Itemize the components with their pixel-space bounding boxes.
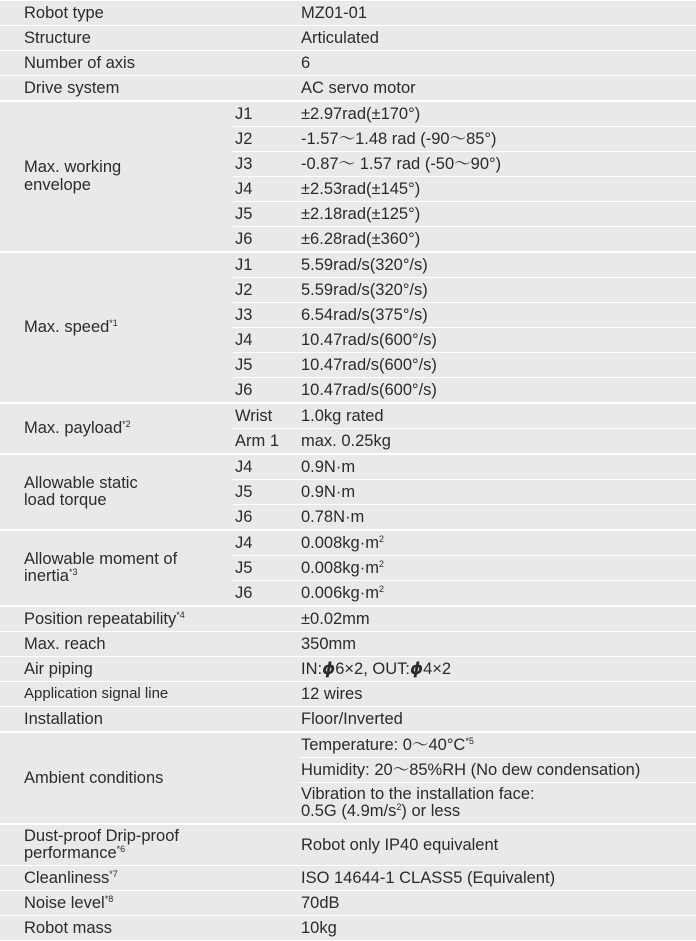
inertia-unit-sup: 2 xyxy=(378,558,384,569)
envelope-value: -0.87〜 1.57 rad (-50〜90°) xyxy=(299,152,696,177)
drive-system-value: AC servo motor xyxy=(299,76,696,102)
drive-system-label: Drive system xyxy=(0,76,299,102)
inertia-axis: J6 xyxy=(233,581,299,607)
speed-axis: J2 xyxy=(233,278,299,303)
air-piping-value: IN:𝟇6×2, OUT:𝟇4×2 xyxy=(299,657,696,682)
number-of-axis-value: 6 xyxy=(299,51,696,76)
row-noise-level xyxy=(0,891,696,916)
cleanliness-value: ISO 14644-1 CLASS5 (Equivalent) xyxy=(299,866,696,891)
ambient-vibration-cell xyxy=(299,783,696,825)
inertia-value: 0.006kg·m xyxy=(301,583,379,602)
dust-drip-label-cell xyxy=(0,824,299,866)
ambient-vibration-suffix: ) or less xyxy=(401,802,461,820)
inertia-value-cell xyxy=(299,556,696,581)
max-reach-value: 350mm xyxy=(299,632,696,657)
envelope-axis: J3 xyxy=(233,152,299,177)
row-robot-mass xyxy=(0,916,696,941)
payload-value: max. 0.25kg xyxy=(299,429,696,455)
ambient-vibration-line2 xyxy=(301,803,696,820)
ambient-humidity: Humidity: 20〜85%RH (No dew condensation) xyxy=(299,758,696,783)
installation-value: Floor/Inverted xyxy=(299,707,696,733)
speed-value: 5.59rad/s(320°/s) xyxy=(299,252,696,278)
cleanliness-label-cell xyxy=(0,866,299,891)
row-speed-j1 xyxy=(0,252,696,278)
number-of-axis-label: Number of axis xyxy=(0,51,299,76)
ambient-label: Ambient conditions xyxy=(0,732,299,824)
inertia-value-cell xyxy=(299,581,696,607)
speed-value: 6.54rad/s(375°/s) xyxy=(299,303,696,328)
speed-axis: J4 xyxy=(233,328,299,353)
static-load-torque-label: Allowable static load torque xyxy=(0,454,233,530)
dust-drip-label: Dust-proof Drip-proof performance xyxy=(24,826,179,862)
speed-axis: J1 xyxy=(233,252,299,278)
ambient-vibration-line1: Vibration to the installation face: xyxy=(301,784,535,803)
row-dust-drip xyxy=(0,824,696,866)
max-speed-note: *1 xyxy=(109,318,118,329)
speed-axis: J5 xyxy=(233,353,299,378)
envelope-value: ±2.18rad(±125°) xyxy=(299,202,696,227)
position-repeatability-label: Position repeatability xyxy=(24,609,177,628)
robot-mass-label: Robot mass xyxy=(0,916,299,941)
robot-mass-value: 10kg xyxy=(299,916,696,941)
inertia-unit-sup: 2 xyxy=(378,583,384,594)
speed-value: 10.47rad/s(600°/s) xyxy=(299,378,696,404)
payload-part: Arm 1 xyxy=(233,429,299,455)
envelope-value: ±2.53rad(±145°) xyxy=(299,177,696,202)
max-speed-label: Max. speed xyxy=(24,318,110,337)
torque-axis: J4 xyxy=(233,454,299,480)
structure-label: Structure xyxy=(0,26,299,51)
payload-part: Wrist xyxy=(233,403,299,429)
signal-line-value: 12 wires xyxy=(299,682,696,707)
row-max-reach xyxy=(0,632,696,657)
row-drive-system xyxy=(0,76,696,102)
position-repeatability-label-cell xyxy=(0,606,299,632)
dust-drip-note: *6 xyxy=(116,844,126,854)
envelope-value: ±6.28rad(±360°) xyxy=(299,227,696,253)
max-payload-note: *2 xyxy=(122,419,131,430)
torque-value: 0.9N·m xyxy=(299,454,696,480)
inertia-value: 0.008kg·m xyxy=(301,558,379,577)
row-payload-wrist xyxy=(0,403,696,429)
torque-value: 0.9N·m xyxy=(299,480,696,505)
installation-label: Installation xyxy=(0,707,299,733)
envelope-axis: J1 xyxy=(233,101,299,127)
ambient-temperature-note: *5 xyxy=(465,735,474,746)
max-payload-label-cell xyxy=(0,403,233,454)
row-position-repeatability xyxy=(0,606,696,632)
inertia-axis: J5 xyxy=(233,556,299,581)
moment-of-inertia-label-cell xyxy=(0,530,233,606)
row-installation xyxy=(0,707,696,733)
row-cleanliness xyxy=(0,866,696,891)
envelope-value: -1.57〜1.48 rad (-90〜85°) xyxy=(299,127,696,152)
max-reach-label: Max. reach xyxy=(0,632,299,657)
inertia-value-cell xyxy=(299,530,696,556)
inertia-value: 0.008kg·m xyxy=(301,533,379,552)
row-structure xyxy=(0,26,696,51)
torque-value: 0.78N·m xyxy=(299,505,696,531)
robot-type-value: MZ01-01 xyxy=(299,1,696,26)
envelope-axis: J2 xyxy=(233,127,299,152)
envelope-axis: J6 xyxy=(233,227,299,253)
structure-value: Articulated xyxy=(299,26,696,51)
noise-level-label-cell xyxy=(0,891,299,916)
speed-value: 5.59rad/s(320°/s) xyxy=(299,278,696,303)
signal-line-label: Application signal line xyxy=(0,682,299,707)
row-signal-line xyxy=(0,682,696,707)
max-payload-label: Max. payload xyxy=(24,419,123,438)
envelope-axis: J4 xyxy=(233,177,299,202)
cleanliness-label: Cleanliness xyxy=(24,868,110,887)
dust-drip-value: Robot only IP40 equivalent xyxy=(299,824,696,866)
row-number-of-axis xyxy=(0,51,696,76)
row-envelope-j1 xyxy=(0,101,696,127)
speed-value: 10.47rad/s(600°/s) xyxy=(299,328,696,353)
air-piping-label: Air piping xyxy=(0,657,299,682)
ambient-vibration-sup: 2 xyxy=(396,802,402,812)
ambient-vibration-value: 0.5G (4.9m/s xyxy=(301,802,397,820)
row-ambient-temperature xyxy=(0,732,696,758)
torque-axis: J5 xyxy=(233,480,299,505)
working-envelope-label: Max. working envelope xyxy=(0,101,233,252)
inertia-unit-sup: 2 xyxy=(378,533,384,544)
envelope-value: ±2.97rad(±170°) xyxy=(299,101,696,127)
speed-axis: J3 xyxy=(233,303,299,328)
moment-of-inertia-note: *3 xyxy=(68,567,78,577)
row-robot-type xyxy=(0,1,696,26)
inertia-axis: J4 xyxy=(233,530,299,556)
noise-level-note: *8 xyxy=(104,893,114,904)
position-repeatability-value: ±0.02mm xyxy=(299,606,696,632)
noise-level-label: Noise level xyxy=(24,893,105,912)
payload-value: 1.0kg rated xyxy=(299,403,696,429)
speed-axis: J6 xyxy=(233,378,299,404)
row-inertia-j4 xyxy=(0,530,696,556)
ambient-temperature: Temperature: 0〜40°C xyxy=(301,735,466,754)
robot-type-label: Robot type xyxy=(0,1,299,26)
moment-of-inertia-label: Allowable moment of inertia xyxy=(24,549,178,585)
position-repeatability-note: *4 xyxy=(176,609,185,620)
torque-axis: J6 xyxy=(233,505,299,531)
max-speed-label-cell xyxy=(0,252,233,403)
row-air-piping xyxy=(0,657,696,682)
envelope-axis: J5 xyxy=(233,202,299,227)
row-torque-j4 xyxy=(0,454,696,480)
noise-level-value: 70dB xyxy=(299,891,696,916)
ambient-temperature-cell xyxy=(299,732,696,758)
speed-value: 10.47rad/s(600°/s) xyxy=(299,353,696,378)
cleanliness-note: *7 xyxy=(109,868,118,879)
